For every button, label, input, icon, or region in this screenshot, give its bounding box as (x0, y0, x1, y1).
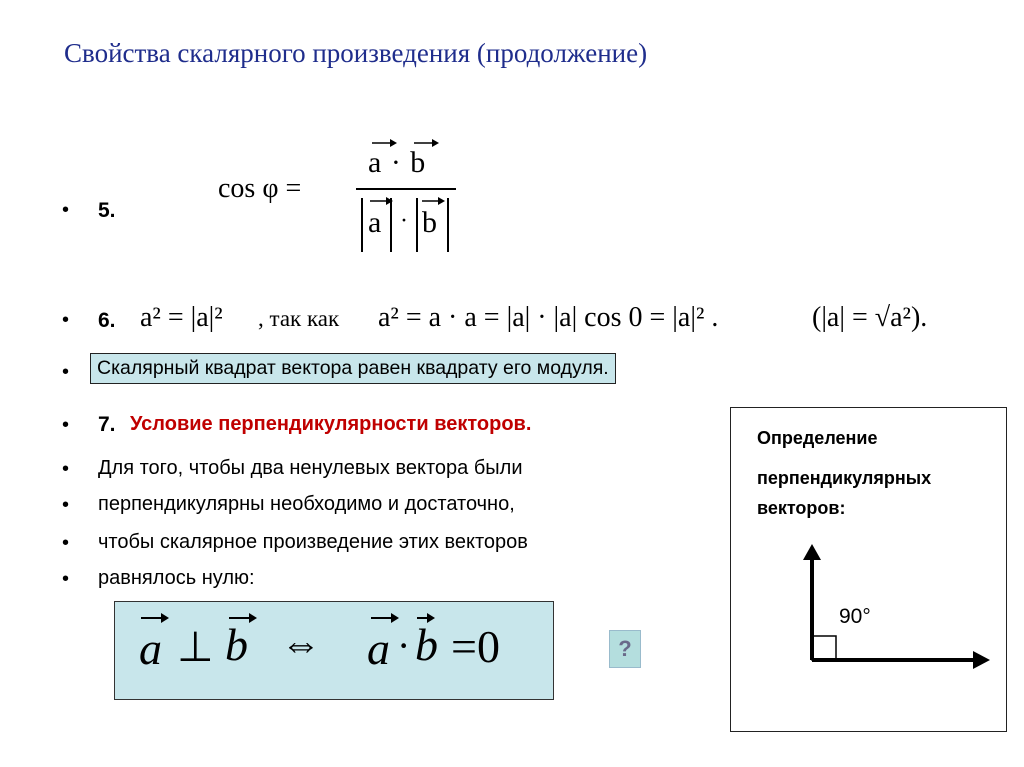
formula-denominator-a: a (368, 206, 382, 239)
angle-label: 90° (839, 605, 871, 628)
definition-line2: перпендикулярных (757, 468, 932, 488)
bullet: • (62, 361, 70, 383)
vector-arrows-icon (366, 136, 446, 150)
body-line: Для того, чтобы два ненулевых вектора были (98, 457, 523, 479)
bullet: • (62, 414, 70, 436)
help-button[interactable]: ? (609, 630, 641, 668)
formula-cos (218, 128, 468, 258)
body-line: перпендикулярны необходимо и достаточно, (98, 493, 515, 515)
vector-arrows-icon (368, 194, 448, 208)
formula-denominator-dot: · (400, 208, 408, 234)
condition-b2: b (415, 619, 438, 670)
bullet: • (62, 532, 70, 554)
formula-square-modulus: a² = |a|² (140, 302, 223, 333)
definition-box (730, 407, 1007, 732)
bullet: • (62, 309, 70, 331)
iff-symbol: ⇔ (281, 621, 321, 666)
page-title: Свойства скалярного произведения (продолжение) (64, 38, 648, 68)
item7-heading: Условие перпендикулярности векторов. (130, 413, 532, 435)
definition-line1: Определение (757, 428, 878, 448)
condition-a2: a (367, 623, 390, 674)
formula-expansion: a² = a · a = |a| · |a| cos 0 = |a|² . (378, 302, 719, 333)
formula-numerator: a · b (368, 146, 427, 179)
item6-number: 6. (98, 309, 116, 332)
body-line: равнялось нулю: (98, 567, 255, 589)
vector-arrows-icon (135, 610, 435, 626)
item5-number: 5. (98, 199, 116, 222)
bullet: • (62, 199, 70, 221)
formula-modulus-root: (|a| = √a²). (812, 302, 928, 333)
perpendicular-vectors-icon (731, 408, 1006, 731)
item7-number: 7. (98, 413, 116, 436)
formula-denominator-b: b (422, 206, 437, 239)
body-line: чтобы скалярное произведение этих векторов (98, 531, 528, 553)
abs-bar (361, 198, 363, 252)
dot-symbol: · (397, 623, 411, 668)
formula-lhs: cos φ = (218, 173, 302, 204)
equals-zero: =0 (451, 621, 500, 672)
condition-formula-box (114, 601, 554, 700)
condition-a: a (139, 623, 162, 674)
bullet: • (62, 458, 70, 480)
perp-symbol: ⊥ (177, 625, 214, 671)
bullet: • (62, 568, 70, 590)
definition-line3: векторов: (757, 498, 846, 518)
condition-b: b (225, 619, 248, 670)
bullet: • (62, 494, 70, 516)
fraction-bar (356, 188, 456, 190)
text-since: , так как (258, 306, 340, 331)
highlight-statement: Скалярный квадрат вектора равен квадрату его модуля. (90, 353, 616, 384)
